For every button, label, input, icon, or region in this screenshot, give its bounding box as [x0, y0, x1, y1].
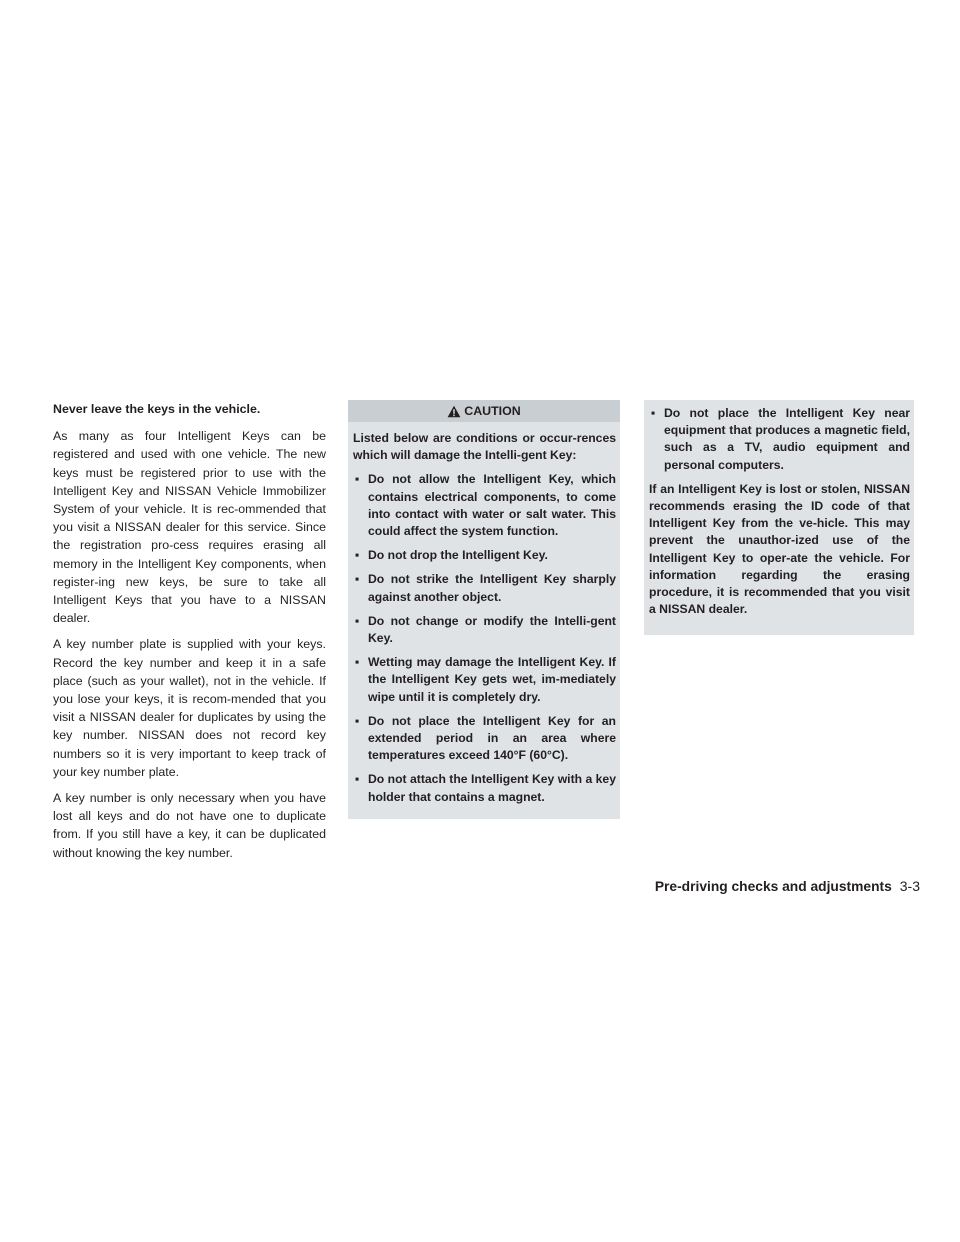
- left-column: [53, 400, 326, 870]
- list-item: ▪ Do not attach the Intelligent Key with a key holder that contains a magnet.: [355, 772, 616, 804]
- page-footer: [620, 878, 920, 894]
- caution-list-continued: [649, 405, 910, 474]
- warning-triangle-icon: [447, 405, 461, 418]
- caution-box-continued: [644, 400, 914, 635]
- list-item: ▪ Do not allow the Intelligent Key, which contains electrical components, to come into contact with water or salt water. This could affect the system function.: [355, 472, 616, 539]
- paragraph-registration: As many as four Intelligent Keys can be registered and used with one vehicle. The new keys must be registered prior to use with the Intelligent Key and NISSAN Vehicle Immobilizer System of your vehicle. It is rec-ommended that you visit a NISSAN dealer for this service. Since the registration pro-cess requires erasing all memory in the Intelligent Key components, when register-ing new keys, be sure to take all Intelligent Keys that you have to a NISSAN dealer.: [53, 429, 326, 626]
- caution-body: [348, 422, 620, 819]
- right-column: [644, 400, 914, 635]
- list-item: ▪ Do not drop the Intelligent Key.: [355, 548, 548, 563]
- caution-box: [348, 400, 620, 819]
- caution-list: [353, 471, 616, 805]
- caution-intro: Listed below are conditions or occur-rences which will damage the Intelli-gent Key:: [353, 431, 616, 463]
- paragraph-key-number-necessity: A key number is only necessary when you have lost all keys and do not have one to duplicate from. If you still have a key, it can be duplicated without knowing the key number.: [53, 791, 326, 860]
- paragraph-key-number-plate: A key number plate is supplied with your keys. Record the key number and keep it in a safe place (such as your wallet), not in the vehicle. If you lose your keys, it is recom-mended that you visit a NISSAN dealer for duplicates by using the key number. NISSAN does not record key numbers so it is very important to keep track of your key number plate.: [53, 637, 326, 779]
- caution-header: [348, 400, 620, 422]
- section-heading: Never leave the keys in the vehicle.: [53, 402, 261, 416]
- list-item: ▪ Do not place the Intelligent Key near equipment that produces a magnetic field, such as a TV, audio equipment and personal computers.: [651, 406, 910, 472]
- list-item: ▪ Do not place the Intelligent Key for an extended period in an area where temperatures exceed 140°F (60°C).: [355, 713, 616, 763]
- caution-title: CAUTION: [464, 404, 521, 418]
- caution-body-continued: [644, 400, 914, 635]
- caution-closing: If an Intelligent Key is lost or stolen, NISSAN recommends erasing the ID code of that Intelligent Key from the ve-hicle. This may prevent the unauthor-ized use of the Intelligent Key to oper-ate the vehicle. For information regarding the erasing procedure, it is recommended that you visit a NISSAN dealer.: [649, 481, 910, 617]
- middle-column: [348, 400, 620, 819]
- page-number: 3-3: [899, 878, 920, 894]
- list-item: ▪ Do not strike the Intelligent Key sharply against another object.: [355, 572, 616, 604]
- list-item: ▪ Wetting may damage the Intelligent Key. If the Intelligent Key gets wet, im-mediately wipe until it is completely dry.: [355, 655, 616, 704]
- section-title: Pre-driving checks and adjustments: [654, 879, 892, 894]
- list-item: ▪ Do not change or modify the Intelli-gent Key.: [355, 613, 616, 646]
